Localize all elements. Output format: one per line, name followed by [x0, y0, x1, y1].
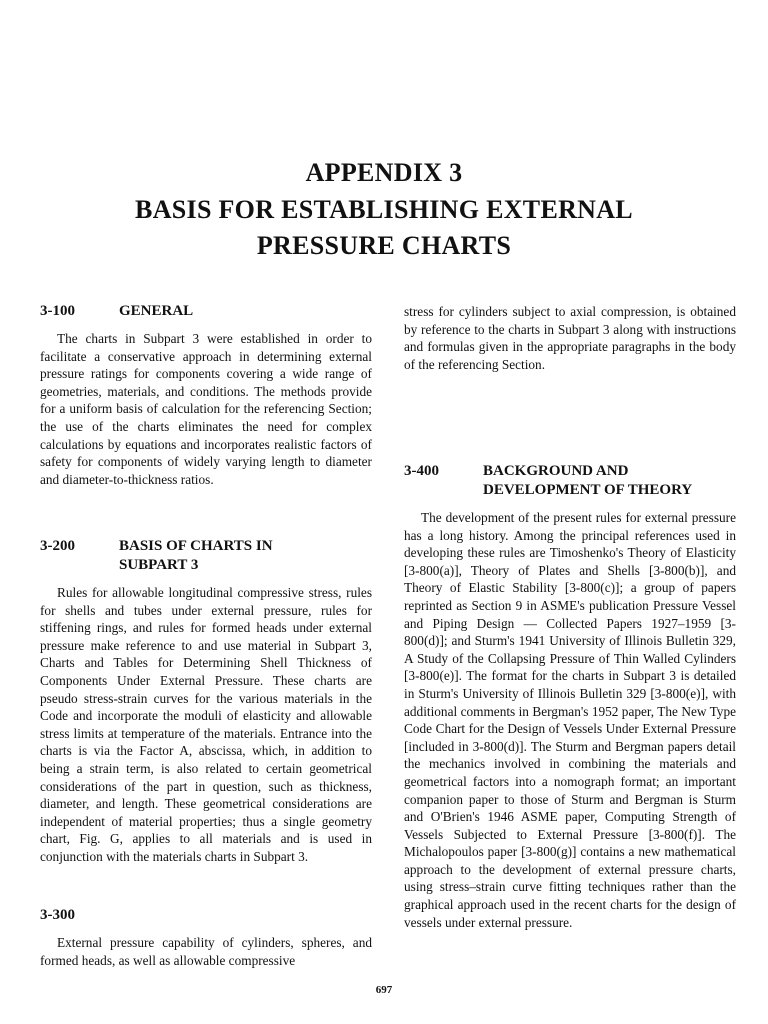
section-3-300	[40, 906, 372, 969]
section-heading	[40, 302, 372, 321]
section-title: GENERAL	[119, 303, 194, 319]
section-title-line2: SUBPART 3	[119, 557, 199, 573]
appendix-subtitle-line1: BASIS FOR ESTABLISHING EXTERNAL	[135, 195, 633, 224]
section-paragraph: Rules for allowable longitudinal compressive stress, rules for shells and tubes under external pressure, rules for stiffening rings, and rules for formed heads under external pressure make reference to and use material in Subpart 3, Charts and Tables for Determining Shell Thickness of Components Under External Pressure. These charts are pseudo stress-strain curves for the various materials in the Code and incorporate the moduli of elasticity and allowable stress limits at temperature of the materials. Entrance into the charts is via the Factor A, abscissa, which, in addition to being a strain term, is also related to certain geometrical considerations of the part in question, such as thickness, diameter, and length. These geometrical considerations are independent of material properties; thus a single geometry chart, Fig. G, applies to all materials and is used in conjunction with the materials charts in Subpart 3.	[40, 585, 372, 864]
appendix-subtitle-line2: PRESSURE CHARTS	[256, 231, 512, 260]
section-title-line1: BACKGROUND AND	[483, 463, 629, 479]
section-heading	[404, 462, 736, 500]
section-3-100	[40, 302, 372, 488]
section-title	[119, 537, 372, 575]
page-number: 697	[375, 984, 393, 996]
section-title	[483, 462, 736, 500]
section-paragraph: External pressure capability of cylinders, spheres, and formed heads, as well as allowable compressive	[40, 935, 372, 968]
section-paragraph: The development of the present rules for external pressure has a long history. Among the principal references used in developing these rules are Timoshenko's Theory of Elasticity [3-800(a)], Theory of Plates and Shells [3-800(b)], and Theory of Elastic Stability [3-800(c)]; a group of papers reprinted as Section 9 in ASME's publication Pressure Vessel and Piping Design — Collected Papers 1927–1959 [3-800(d)]; and Sturm's 1941 University of Illinois Bulletin 329, A Study of the Collapsing Pressure of Thin Walled Cylinders [3-800(e)]. The format for the charts in Subpart 3 is detailed in Sturm's University of Illinois Bulletin 329 [3-800(e)], with additional comments in Bergman's 1952 paper, The New Type Code Chart for the Design of Vessels Under External Pressure [included in 3-800(d)]. The Sturm and Bergman papers detail the mechanics involved in combining the materials and geometrical factors into a nomograph format; an important companion paper to those of Sturm and Bergman is Sturm and O'Brien's 1946 ASME paper, Computing Strength of Vessels Subjected to External Pressure [3-800(f)]. The Michalopoulos paper [3-800(g)] contains a new mathematical approach to the development of external pressure charts, using stress–strain curve fitting techniques rather than the graphical approach used in the recent charts for the design of vessels under external pressure.	[404, 510, 736, 930]
section-number: 3-300	[40, 907, 75, 923]
section-number: 3-100	[40, 303, 75, 319]
section-3-400	[404, 462, 736, 931]
section-title-line2: DEVELOPMENT OF THEORY	[483, 482, 693, 498]
section-title-line1: BASIS OF CHARTS IN	[119, 538, 273, 554]
section-paragraph-continued: stress for cylinders subject to axial compression, is obtained by reference to the charts in Subpart 3 along with instructions and formulas given in the appropriate paragraphs in the body of the referencing Section.	[404, 304, 736, 372]
appendix-title: APPENDIX 3	[305, 158, 463, 187]
section-paragraph: The charts in Subpart 3 were established in order to facilitate a conservative approach in determining external pressure ratings for components covering a wide range of geometries, materials, and conditions. The methods provide for a uniform basis of calculation for the referencing Section; the use of the charts eliminates the need for complex calculations by equations and incorporates realistic factors of safety for components of widely varying length to diameter and diameter-to-thickness ratios.	[40, 331, 372, 487]
section-3-200	[40, 537, 372, 866]
section-3-300-continued	[404, 303, 736, 373]
section-number: 3-400	[404, 463, 439, 479]
section-number: 3-200	[40, 538, 75, 554]
section-heading	[40, 906, 372, 925]
section-heading	[40, 537, 372, 575]
